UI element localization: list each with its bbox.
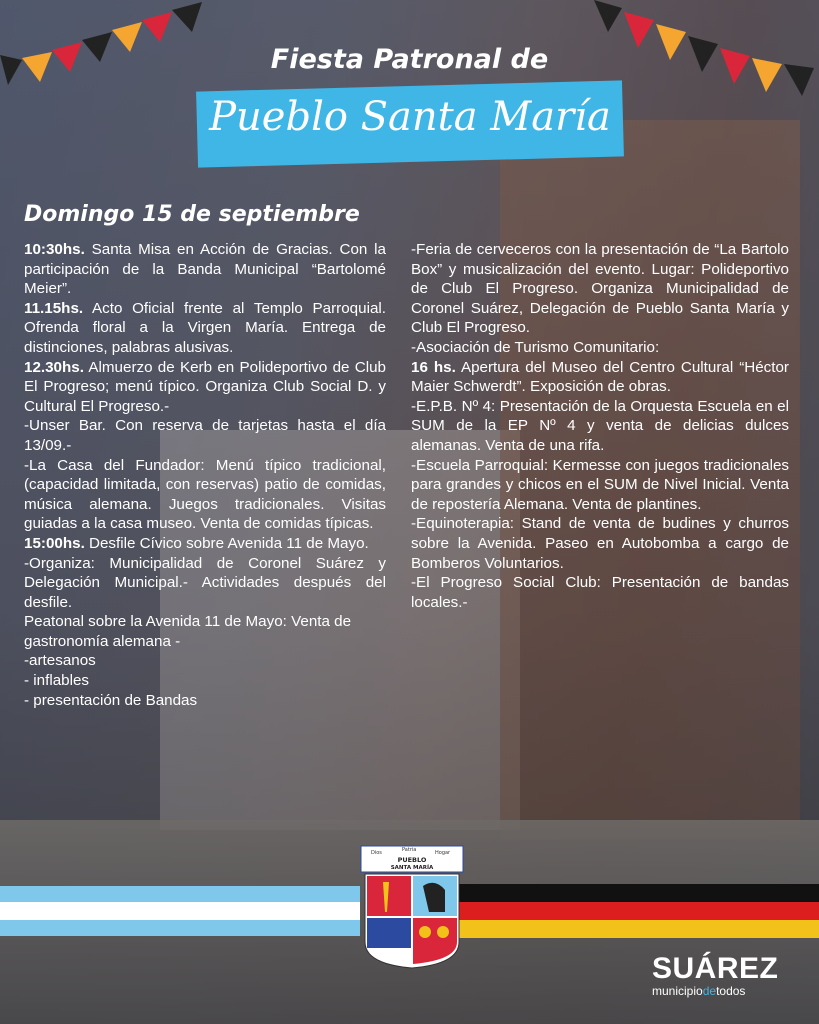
argentina-flag-stripes xyxy=(0,886,360,936)
title-line-1: Fiesta Patronal de xyxy=(270,44,549,75)
schedule-item: -Feria de cerveceros con la presentación de “La Bartolo Box” y musicalización del evento. Lugar: Polideportivo de Club El Progreso. Organiza Municipalidad de Coronel Suárez, Delegación de Pueblo Santa María y Club El Progreso. xyxy=(411,241,789,337)
germany-flag-stripes xyxy=(458,884,819,938)
schedule-item: 16 hs. Apertura del Museo del Centro Cultural “Héctor Maier Schwerdt”. Exposición de obras. xyxy=(411,358,789,396)
schedule-item: -Organiza: Municipalidad de Coronel Suárez y Delegación Municipal.- Actividades después del desfile. xyxy=(24,554,386,611)
schedule-item: -La Casa del Fundador: Menú típico tradicional, (capacidad limitada, con reservas) patio de comidas, música alemana. Juegos tradicionales. Visitas guiadas a la casa museo. Venta de comidas típicas. xyxy=(24,456,386,533)
schedule-item: 11.15hs. Acto Oficial frente al Templo Parroquial. Ofrenda floral a la Virgen María. Entrega de distinciones, palabras alusivas. xyxy=(24,299,386,356)
schedule-right-column xyxy=(411,240,789,612)
schedule-item: 15:00hs. Desfile Cívico sobre Avenida 11 de Mayo. xyxy=(24,534,369,552)
logo-main-text: SUÁREZ xyxy=(652,952,779,985)
schedule-item: - presentación de Bandas xyxy=(24,691,198,709)
crest-name-line-2: SANTA MARÍA xyxy=(390,865,434,871)
schedule-item: 10:30hs. Santa Misa en Acción de Gracias. Con la participación de la Banda Municipal “Bartolomé Meier”. xyxy=(24,241,386,298)
event-date: Domingo 15 de septiembre xyxy=(24,202,360,227)
pueblo-santa-maria-crest xyxy=(357,842,467,970)
logo-tagline: municipiodetodos xyxy=(652,984,746,998)
schedule-item: -Escuela Parroquial: Kermesse con juegos tradicionales para grandes y chicos en el SUM de Nivel Inicial. Venta de repostería Alemana. Venta de plantines. xyxy=(411,456,789,513)
schedule-item: Peatonal sobre la Avenida 11 de Mayo: Venta de gastronomía alemana - xyxy=(24,613,352,650)
crest-name-line-1: PUEBLO xyxy=(397,856,427,864)
schedule-item: -Asociación de Turismo Comunitario: xyxy=(411,338,660,356)
title-line-2: Pueblo Santa María xyxy=(209,94,611,140)
suarez-logo xyxy=(652,952,778,998)
schedule-item: 12.30hs. Almuerzo de Kerb en Polideportivo de Club El Progreso; menú típico. Organiza Club Social D. y Cultural El Progreso.- xyxy=(24,358,386,415)
schedule-item: -E.P.B. Nº 4: Presentación de la Orquesta Escuela en el SUM de la EP Nº 4 y venta de delicias dulces alemanas. Venta de una rifa. xyxy=(411,397,789,454)
crest-word: Hogar xyxy=(435,850,451,856)
schedule-item: -Unser Bar. Con reserva de tarjetas hasta el día 13/09.- xyxy=(24,417,386,454)
schedule-item: -Equinoterapia: Stand de venta de budines y churros sobre la Avenida. Paseo en Autobomba a cargo de Bomberos Voluntarios. xyxy=(411,515,789,572)
crest-word: Patria xyxy=(402,847,417,853)
schedule-item: -El Progreso Social Club: Presentación de bandas locales.- xyxy=(411,574,789,611)
schedule-item: - inflables xyxy=(24,672,89,690)
schedule-item: -artesanos xyxy=(24,652,96,670)
schedule-left-column xyxy=(24,240,386,710)
crest-word: Dios xyxy=(371,850,382,856)
